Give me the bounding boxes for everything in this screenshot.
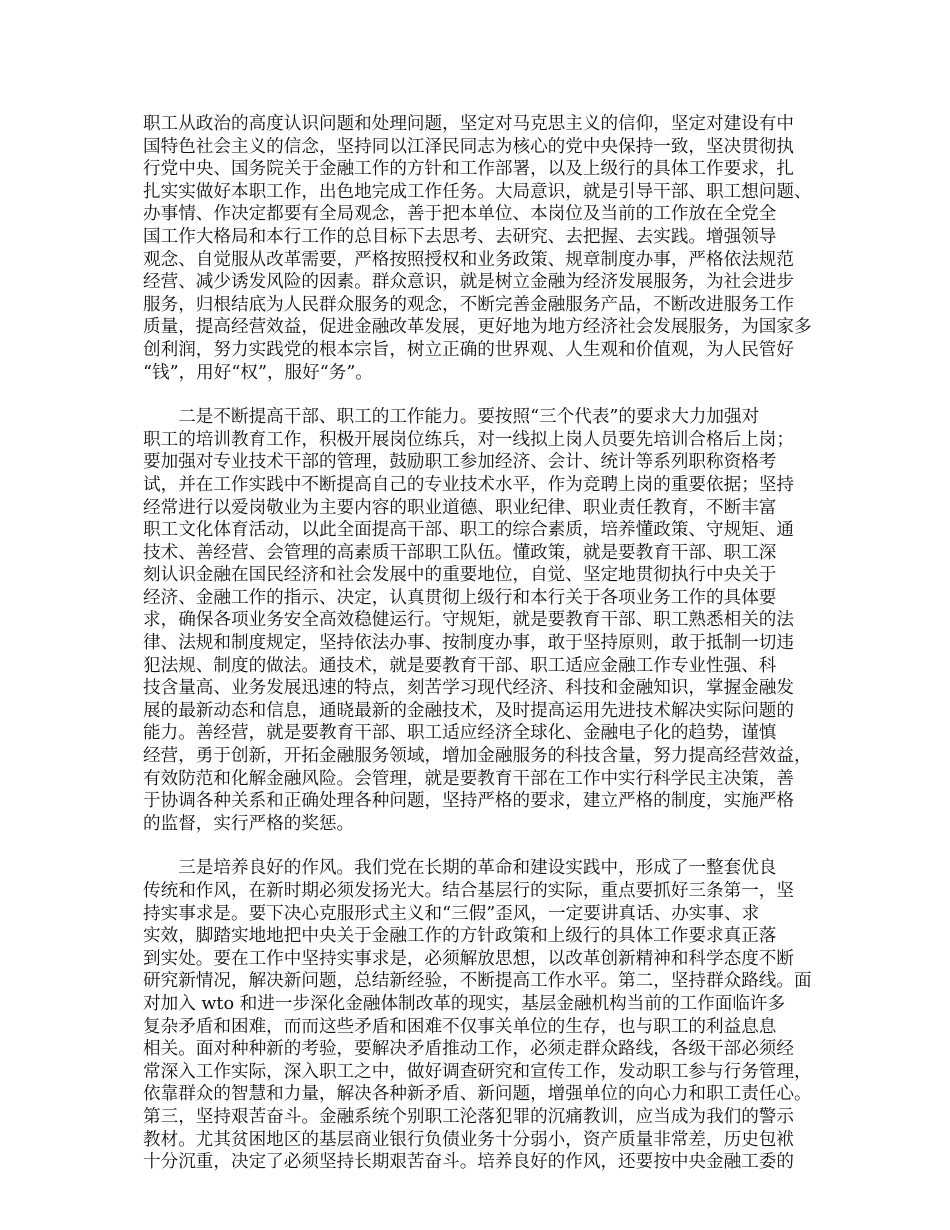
text-line: “钱”，用好“权”，服好“务”。 <box>143 362 373 383</box>
text-line: 经营，勇于创新，开拓金融服务领域，增加金融服务的科技含量，努力提高经营效益， <box>143 746 812 767</box>
paragraph-1 <box>143 113 819 384</box>
text-line: 二是不断提高干部、职工的工作能力。要按照“三个代表”的要求大力加强对 <box>143 407 760 428</box>
text-line: 的监督，实行严格的奖惩。 <box>143 813 355 834</box>
text-line: 依靠群众的智慧和力量，解决各种新矛盾、新问题，增强单位的向心力和职工责任心。 <box>143 1084 812 1105</box>
text-line: 持实事求是。要下决心克服形式主义和“三假”歪风，一定要讲真话、办实事、求 <box>143 903 760 924</box>
text-line: 对加入 wto 和进一步深化金融体制改革的现实，基层金融机构当前的工作面临许多 <box>143 993 786 1014</box>
text-line: 经营、减少诱发风险的因素。群众意识，就是树立金融为经济发展服务，为社会进步 <box>143 272 794 293</box>
text-line: 行党中央、国务院关于金融工作的方针和工作部署，以及上级行的具体工作要求，扎 <box>143 159 794 180</box>
text-line: 三是培养良好的作风。我们党在长期的革命和建设实践中，形成了一整套优良 <box>143 858 777 879</box>
text-line: 研究新情况，解决新问题，总结新经验，不断提高工作水平。第二，坚持群众路线。面 <box>143 971 812 992</box>
text-line: 要加强对专业技术干部的管理，鼓励职工参加经济、会计、统计等系列职称资格考 <box>143 452 777 473</box>
text-line: 复杂矛盾和困难，而而这些矛盾和困难不仅事关单位的生存，也与职工的利益息息 <box>143 1016 777 1037</box>
text-line: 国工作大格局和本行工作的总目标下去思考、去研究、去把握、去实践。增强领导 <box>143 226 777 247</box>
text-line: 经常进行以爱岗敬业为主要内容的职业道德、职业纪律、职业责任教育，不断丰富 <box>143 497 777 518</box>
text-line: 办事情、作决定都要有全局观念，善于把本单位、本岗位及当前的工作放在全党全 <box>143 204 777 225</box>
text-line: 观念、自觉服从改革需要，严格按照授权和业务政策、规章制度办事，严格依法规范 <box>143 249 794 270</box>
text-line: 质量，提高经营效益，促进金融改革发展，更好地为地方经济社会发展服务，为国家多 <box>143 317 812 338</box>
text-line: 职工的培训教育工作，积极开展岗位练兵，对一线拟上岗人员要先培训合格后上岗； <box>143 429 794 450</box>
text-line: 经济、金融工作的指示、决定，认真贯彻上级行和本行关于各项业务工作的具体要 <box>143 587 777 608</box>
text-line: 十分沉重，决定了必须坚持长期艰苦奋斗。培养良好的作风，还要按中央金融工委的 <box>143 1152 794 1173</box>
text-line: 传统和作风，在新时期必须发扬光大。结合基层行的实际，重点要抓好三条第一，坚 <box>143 881 794 901</box>
text-line: 扎实实做好本职工作，出色地完成工作任务。大局意识，就是引导干部、职工想问题、 <box>143 181 812 202</box>
text-line: 于协调各种关系和正确处理各种问题，坚持严格的要求，建立严格的制度，实施严格 <box>143 791 794 812</box>
document-body <box>143 113 819 1196</box>
paragraph-2 <box>143 406 819 835</box>
text-line: 第三，坚持艰苦奋斗。金融系统个别职工沦落犯罪的沉痛教训，应当成为我们的警示 <box>143 1106 794 1127</box>
text-line: 服务，归根结底为人民群众服务的观念，不断完善金融服务产品，不断改进服务工作 <box>143 294 794 315</box>
text-line: 相关。面对种种新的考验，要解决矛盾推动工作，必须走群众路线，各级干部必须经 <box>143 1039 794 1060</box>
text-line: 求，确保各项业务安全高效稳健运行。守规矩，就是要教育干部、职工熟悉相关的法 <box>143 610 794 631</box>
text-line: 常深入工作实际，深入职工之中，做好调查研究和宣传工作，发动职工参与行务管理， <box>143 1061 812 1082</box>
text-line: 职工文化体育活动，以此全面提高干部、职工的综合素质，培养懂政策、守规矩、通 <box>143 520 794 541</box>
text-line: 技含量高、业务发展迅速的特点，刻苦学习现代经济、科技和金融知识，掌握金融发 <box>143 678 794 699</box>
text-line: 能力。善经营，就是要教育干部、职工适应经济全球化、金融电子化的趋势，谨慎 <box>143 723 777 744</box>
text-line: 国特色社会主义的信念，坚持同以江泽民同志为核心的党中央保持一致，坚决贯彻执 <box>143 136 794 157</box>
text-line: 实效，脚踏实地地把中央关于金融工作的方针政策和上级行的具体工作要求真正落 <box>143 926 777 947</box>
text-line: 到实处。要在工作中坚持实事求是，必须解放思想，以改革创新精神和科学态度不断 <box>143 948 794 969</box>
text-line: 展的最新动态和信息，通晓最新的金融技术，及时提高运用先进技术解决实际问题的 <box>143 700 794 721</box>
text-line: 律、法规和制度规定，坚持依法办事、按制度办事，敢于坚持原则，敢于抵制一切违 <box>143 633 794 654</box>
text-line: 试，并在工作实践中不断提高自己的专业技术水平，作为竞聘上岗的重要依据；坚持 <box>143 474 794 495</box>
text-line: 职工从政治的高度认识问题和处理问题，坚定对马克思主义的信仰，坚定对建设有中 <box>143 114 794 134</box>
text-line: 技术、善经营、会管理的高素质干部职工队伍。懂政策，就是要教育干部、职工深 <box>143 542 777 563</box>
paragraph-3 <box>143 857 819 1173</box>
text-line: 有效防范和化解金融风险。会管理，就是要教育干部在工作中实行科学民主决策，善 <box>143 768 794 789</box>
text-line: 创利润，努力实践党的根本宗旨，树立正确的世界观、人生观和价值观，为人民管好 <box>143 339 794 360</box>
text-line: 教材。尤其贫困地区的基层商业银行负债业务十分弱小，资产质量非常差，历史包袱 <box>143 1129 794 1150</box>
text-line: 刻认识金融在国民经济和社会发展中的重要地位，自觉、坚定地贯彻执行中央关于 <box>143 565 777 586</box>
text-line: 犯法规、制度的做法。通技术，就是要教育干部、职工适应金融工作专业性强、科 <box>143 655 777 676</box>
